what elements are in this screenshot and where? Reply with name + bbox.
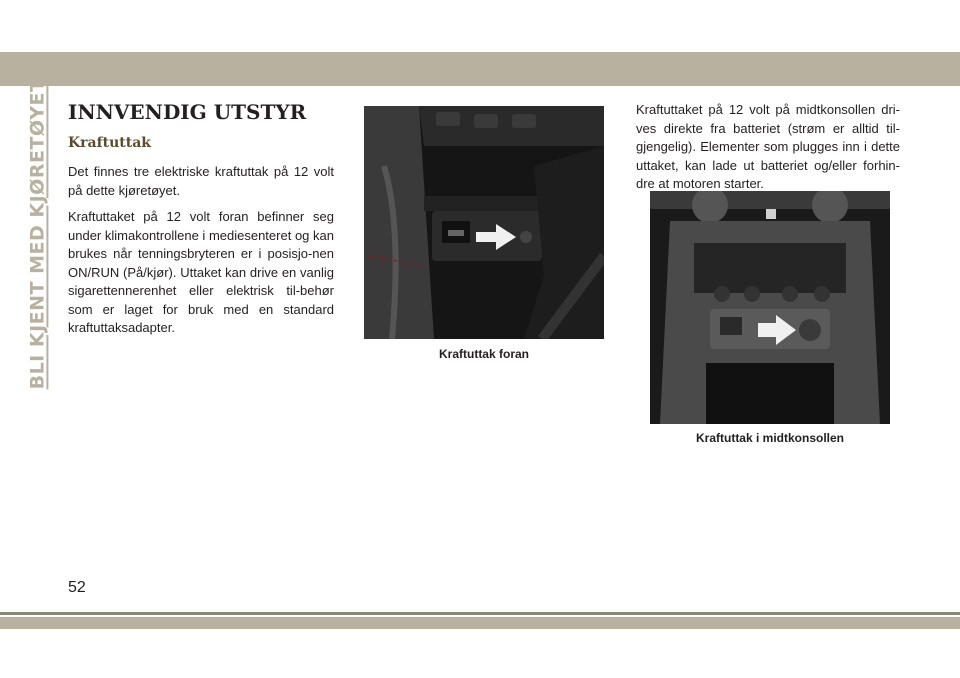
paragraph-front-outlet: Kraftuttaket på 12 volt foran befinner seg under klimakontrollene i mediesenteret og kan brukes når tenningsbryteren er i posisjo-nen ON/RUN (På/kjør). Uttaket kan drive en vanlig sigarettennerenhet eller elektrisk til-behør som er laget for bruk med en standard kraftuttaksadapter. [68,209,334,335]
front-power-outlet-caption: Kraftuttak foran [438,347,529,361]
footer-band [0,617,960,629]
chapter-side-title-text: BLI KJENT MED KJØRETØYET [26,78,49,390]
footer-line [0,612,960,615]
console-power-outlet-caption: Kraftuttak i midtkonsollen [695,431,844,445]
section-title: INNVENDIG UTSTYR [68,100,307,124]
header-band [0,52,960,86]
subsection-title: Kraftuttak [68,135,151,151]
paragraph-console-outlet: Kraftuttaket på 12 volt på midtkonsollen dri-ves direkte fra batteriet (strøm er alltid til-gjengelig). Elementer som plugges inn i dette uttaket, kan lade ut batteriet og/eller forhin-dre at motoren starter. [636,102,900,191]
paragraph-intro: Det finnes tre elektriske kraftuttak på 12 volt på dette kjøretøyet. [68,164,334,198]
console-power-outlet-photo [650,191,890,424]
page-number: 52 [68,579,86,596]
chapter-side-title [22,78,52,390]
front-power-outlet-photo [364,106,604,339]
